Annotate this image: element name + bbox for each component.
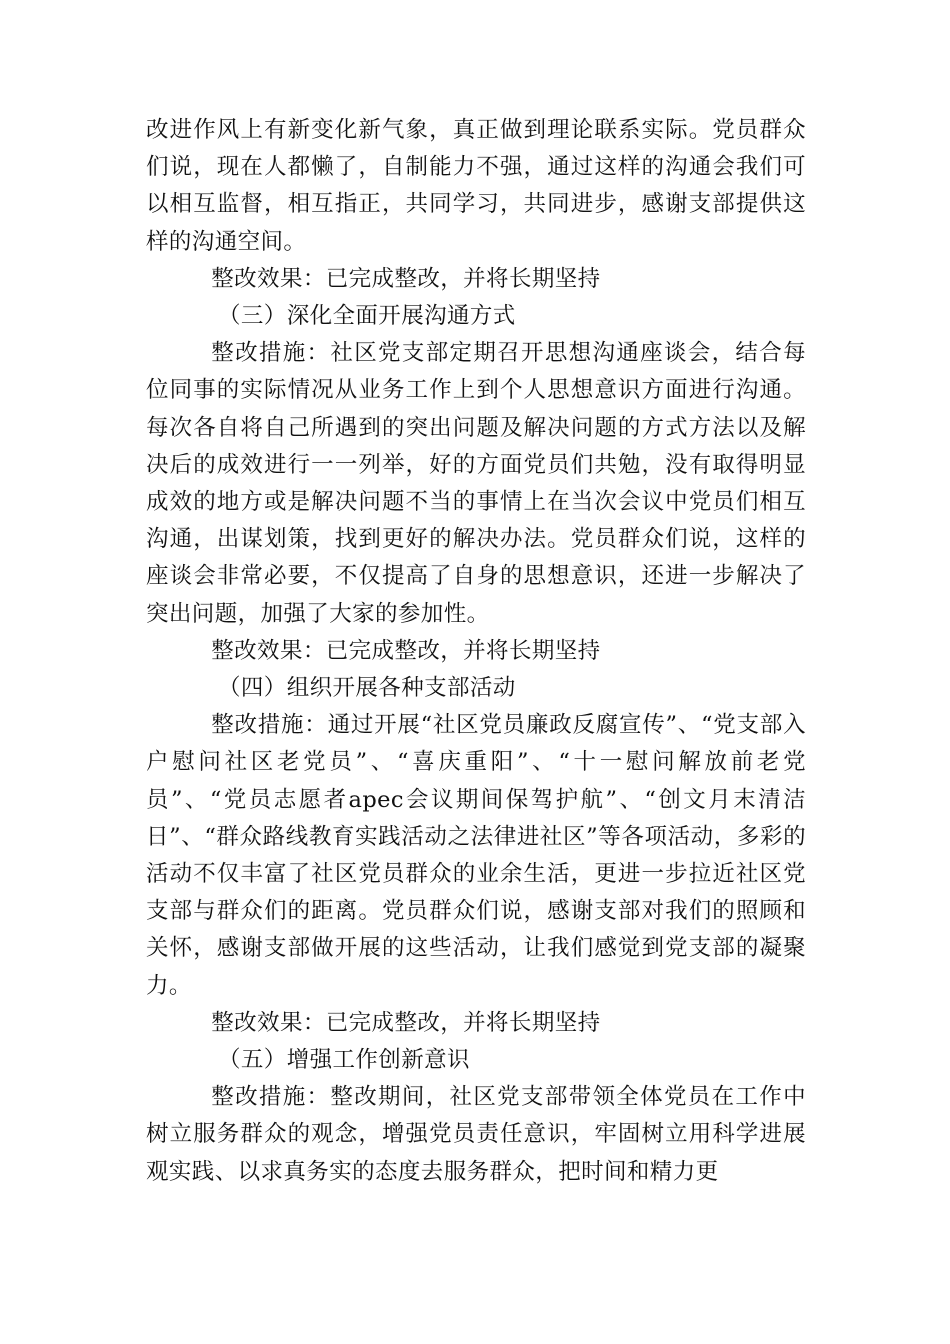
rectification-effect: 整改效果：已完成整改，并将长期坚持 bbox=[211, 637, 601, 664]
rectification-measure: 整改措施：通过开展“社区党员廉政反腐宣传”、“党支部入户慰问社区老党员”、“喜庆重阳”、“十一慰问解放前老党员”、“党员志愿者apec会议期间保驾护航”、“创文月末清洁日”、“群众路线教育实践活动之法律进社区”等各项活动，多彩的活动不仅丰富了社区党员群众的业余生活，更进一步拉近社区党支部与群众们的距离。党员群众们说，感谢支部对我们的照顾和关怀，感谢支部做开展的这些活动，让我们感觉到党支部的凝聚力。 bbox=[146, 712, 806, 999]
section-heading-3: （三）深化全面开展沟通方式 bbox=[218, 303, 516, 330]
rectification-measure: 整改措施：整改期间，社区党支部带领全体党员在工作中树立服务群众的观念，增强党员责任意识，牢固树立用科学进展观实践、以求真务实的态度去服务群众，把时间和精力更 bbox=[146, 1084, 806, 1185]
rectification-effect: 整改效果：已完成整改，并将长期坚持 bbox=[211, 1009, 601, 1036]
section-heading-4: （四）组织开展各种支部活动 bbox=[218, 675, 516, 702]
document-body bbox=[146, 112, 806, 1191]
rectification-effect: 整改效果：已完成整改，并将长期坚持 bbox=[211, 265, 601, 292]
section-heading-5: （五）增强工作创新意识 bbox=[218, 1047, 470, 1074]
rectification-measure: 整改措施：社区党支部定期召开思想沟通座谈会，结合每位同事的实际情况从业务工作上到个人思想意识方面进行沟通。每次各自将自己所遇到的突出问题及解决问题的方式方法以及解决后的成效进行一一列举，好的方面党员们共勉，没有取得明显成效的地方或是解决问题不当的事情上在当次会议中党员们相互沟通，出谋划策，找到更好的解决办法。党员群众们说，这样的座谈会非常必要，不仅提高了自身的思想意识，还进一步解决了突出问题，加强了大家的参加性。 bbox=[146, 340, 806, 627]
paragraph-continued: 改进作风上有新变化新气象，真正做到理论联系实际。党员群众们说，现在人都懒了，自制能力不强，通过这样的沟通会我们可以相互监督，相互指正，共同学习，共同进步，感谢支部提供这样的沟通空间。 bbox=[146, 117, 806, 255]
